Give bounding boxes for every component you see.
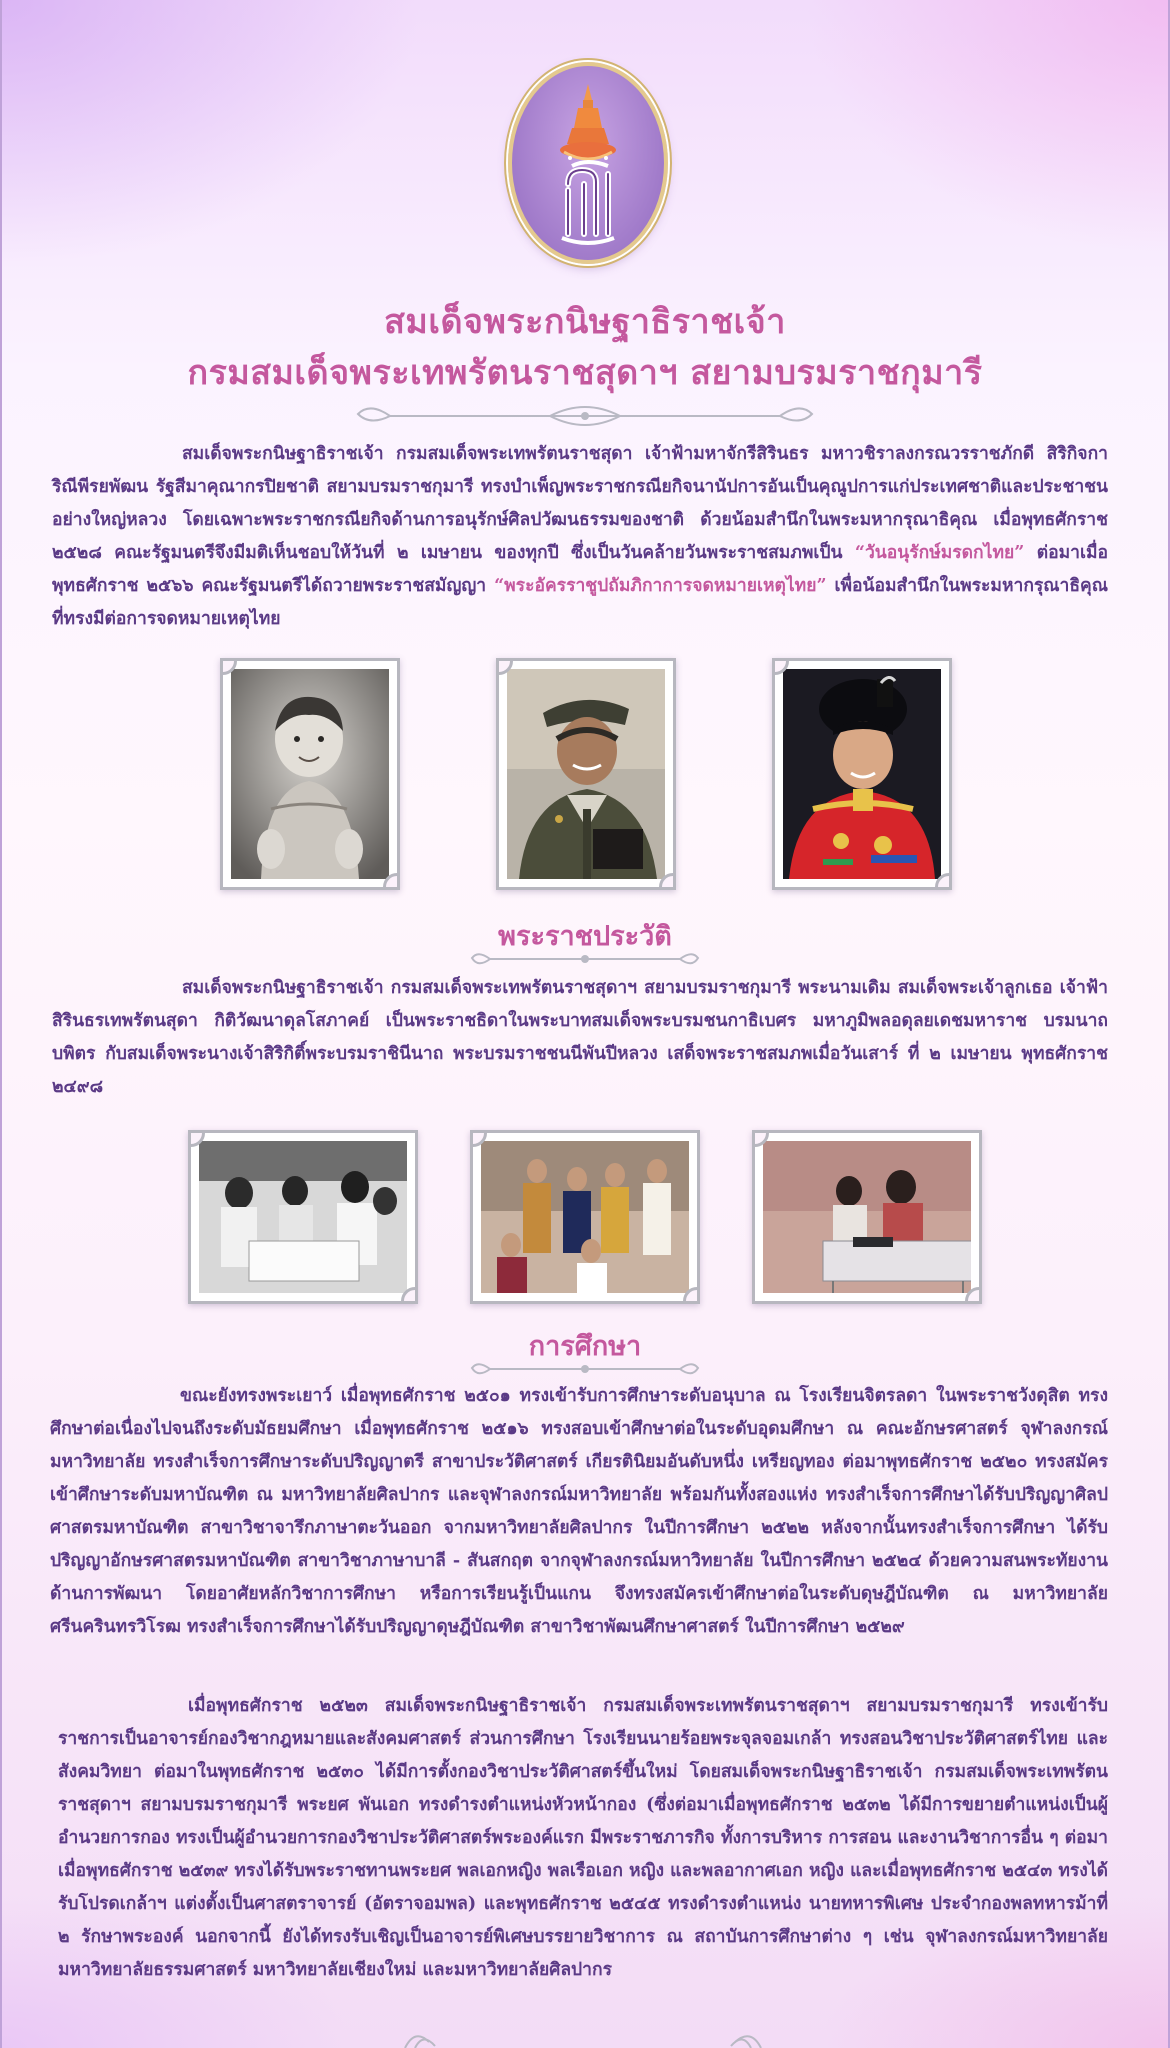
intro-text-2: ต่อมาเมื่อพุทธศักราช ๒๕๖๖ คณะรัฐมนตรีได้ถวายพระราชสมัญญา [52, 543, 1109, 596]
intro-highlight-archives-title: “พระอัครราชูปถัมภิกาการจดหมายเหตุไทย” [494, 576, 827, 596]
small-ornament-divider-icon [470, 1356, 700, 1382]
career-text: เมื่อพุทธศักราช ๒๕๒๓ สมเด็จพระกนิษฐาธิราชเจ้า กรมสมเด็จพระเทพรัตนราชสุดาฯ สยามบรมราชกุมารี ทรงเข้ารับราชการเป็นอาจารย์กองวิชากฎหมายและสังคมศาสตร์ ส่วนการศึกษา โรงเรียนนายร้อยพระจุลจอมเกล้า ทรงสอนวิชาประวัติศาสตร์ไทย และสังคมวิทยา ต่อมาในพุทธศักราช ๒๕๓๐ ได้มีการตั้งกองวิชาประวัติศาสตร์ขึ้นใหม่ โดยสมเด็จพระกนิษฐาธิราชเจ้า กรมสมเด็จพระเทพรัตนราชสุดาฯ สยามบรมราชกุมารี พระยศ พันเอก ทรงดำรงตำแหน่งหัวหน้ากอง (ซึ่งต่อมาเมื่อพุทธศักราช ๒๕๓๒ ได้มีการขยายตำแหน่งเป็นผู้อำนวยการกอง ทรงเป็นผู้อำนวยการกองวิชาประวัติศาสตร์พระองค์แรก มีพระราชภารกิจ ทั้งการบริหาร การสอน และงานวิชาการอื่น ๆ ต่อมาเมื่อพุทธศักราช ๒๕๓๙ ทรงได้รับพระราชทานพระยศ พลเอกหญิง พลเรือเอก หญิง และพลอากาศเอก หญิง และเมื่อพุทธศักราช ๒๕๔๓ ทรงได้รับโปรดเกล้าฯ แต่งตั้งเป็นศาสตราจารย์ (อัตราจอมพล) และพุทธศักราช ๒๕๔๕ ทรงดำรงตำแหน่ง นายทหารพิเศษ ประจำกองพลทหารม้าที่ ๒ รักษาพระองค์ นอกจากนี้ ยังได้ทรงรับเชิญเป็นอาจารย์พิเศษบรรยายวิชาการ ณ สถาบันการศึกษาต่าง ๆ เช่น จุฬาลงกรณ์มหาวิทยาลัย มหาวิทยาลัยธรรมศาสตร์ มหาวิทยาลัยเชียงใหม่ และมหาวิทยาลัยศิลปากร [58, 1696, 1108, 1980]
intro-paragraph [52, 438, 1108, 636]
section-heading-biography: พระราชประวัติ [498, 921, 672, 952]
intro-text-3: เพื่อน้อมสำนึกในพระมหากรุณาธิคุณที่ทรงมีต่อการจดหมายเหตุไทย [52, 576, 1108, 629]
photo-uniform-portrait [496, 658, 676, 890]
photo-working-at-desk [752, 1130, 982, 1304]
career-paragraph [58, 1690, 1108, 1987]
education-paragraph [50, 1380, 1108, 1644]
photo-classroom-bw [188, 1130, 418, 1304]
page-title-line-1: สมเด็จพระกนิษฐาธิราชเจ้า [384, 302, 786, 342]
photo-ceremonial-portrait [772, 658, 952, 890]
section-heading-education: การศึกษา [528, 1331, 642, 1362]
intro-text-1: สมเด็จพระกนิษฐาธิราชเจ้า กรมสมเด็จพระเทพรัตนราชสุดา เจ้าฟ้ามหาจักรีสิรินธร มหาวชิราลงกรณวรราชภักดี สิริกิจการิณีพีรยพัฒน รัฐสีมาคุณากรปิยชาติ สยามบรมราชกุมารี ทรงบำเพ็ญพระราชกรณียกิจนานัปการอันเป็นคุณูปการแก่ประเทศชาติและประชาชนอย่างใหญ่หลวง โดยเฉพาะพระราชกรณียกิจด้านการอนุรักษ์ศิลปวัฒนธรรมของชาติ ด้วยน้อมสำนึกในพระมหากรุณาธิคุณ เมื่อพุทธศักราช ๒๕๒๘ คณะรัฐมนตรีจึงมีมติเห็นชอบให้วันที่ ๒ เมษายน ของทุกปี ซึ่งเป็นวันคล้ายวันพระราชสมภพเป็น [52, 444, 1108, 563]
bottom-floral-ornament-icon [395, 2022, 775, 2048]
photo-childhood-portrait [220, 658, 400, 890]
royal-monogram-emblem-icon [508, 62, 668, 264]
page-title-line-2: กรมสมเด็จพระเทพรัตนราชสุดาฯ สยามบรมราชกุมารี [187, 353, 983, 393]
ornamental-divider-icon [350, 396, 820, 436]
intro-highlight-heritage-day: “วันอนุรักษ์มรดกไทย” [854, 543, 1025, 563]
small-ornament-divider-icon [470, 946, 700, 972]
biography-paragraph [52, 972, 1108, 1104]
education-text: ขณะยังทรงพระเยาว์ เมื่อพุทธศักราช ๒๕๐๑ ทรงเข้ารับการศึกษาระดับอนุบาล ณ โรงเรียนจิตรลดา ในพระราชวังดุสิต ทรงศึกษาต่อเนื่องไปจนถึงระดับมัธยมศึกษา เมื่อพุทธศักราช ๒๕๑๖ ทรงสอบเข้าศึกษาต่อในระดับอุดมศึกษา ณ คณะอักษรศาสตร์ จุฬาลงกรณ์มหาวิทยาลัย ทรงสำเร็จการศึกษาระดับปริญญาตรี สาขาประวัติศาสตร์ เกียรตินิยมอันดับหนึ่ง เหรียญทอง ต่อมาพุทธศักราช ๒๕๒๐ ทรงสมัครเข้าศึกษาระดับมหาบัณฑิต ณ มหาวิทยาลัยศิลปากร และจุฬาลงกรณ์มหาวิทยาลัย พร้อมกันทั้งสองแห่ง ทรงสำเร็จการศึกษาได้รับปริญญาศิลปศาสตรมหาบัณฑิต สาขาวิชาจารึกภาษาตะวันออก จากมหาวิทยาลัยศิลปากร ในปีการศึกษา ๒๕๒๒ หลังจากนั้นทรงสำเร็จการศึกษา ได้รับปริญญาอักษรศาสตรมหาบัณฑิต สาขาวิชาภาษาบาลี - สันสกฤต จากจุฬาลงกรณ์มหาวิทยาลัย ในปีการศึกษา ๒๕๒๔ ด้วยความสนพระทัยงานด้านการพัฒนา โดยอาศัยหลักวิชาการศึกษา หรือการเรียนรู้เป็นแกน จึงทรงสมัครเข้าศึกษาต่อในระดับดุษฎีบัณฑิต ณ มหาวิทยาลัยศรีนครินทรวิโรฒ ทรงสำเร็จการศึกษาได้รับปริญญาดุษฎีบัณฑิต สาขาวิชาพัฒนศึกษาศาสตร์ ในปีการศึกษา ๒๕๒๙ [50, 1386, 1108, 1637]
photo-graduation-group [470, 1130, 700, 1304]
biography-text: สมเด็จพระกนิษฐาธิราชเจ้า กรมสมเด็จพระเทพรัตนราชสุดาฯ สยามบรมราชกุมารี พระนามเดิม สมเด็จพระเจ้าลูกเธอ เจ้าฟ้าสิรินธรเทพรัตนสุดา กิติวัฒนาดุลโสภาคย์ เป็นพระราชธิดาในพระบาทสมเด็จพระบรมชนกาธิเบศร มหาภูมิพลอดุลยเดชมหาราช บรมนาถบพิตร กับสมเด็จพระนางเจ้าสิริกิติ์พระบรมราชินีนาถ พระบรมราชชนนีพันปีหลวง เสด็จพระราชสมภพเมื่อวันเสาร์ ที่ ๒ เมษายน พุทธศักราช ๒๔๙๘ [52, 978, 1108, 1097]
